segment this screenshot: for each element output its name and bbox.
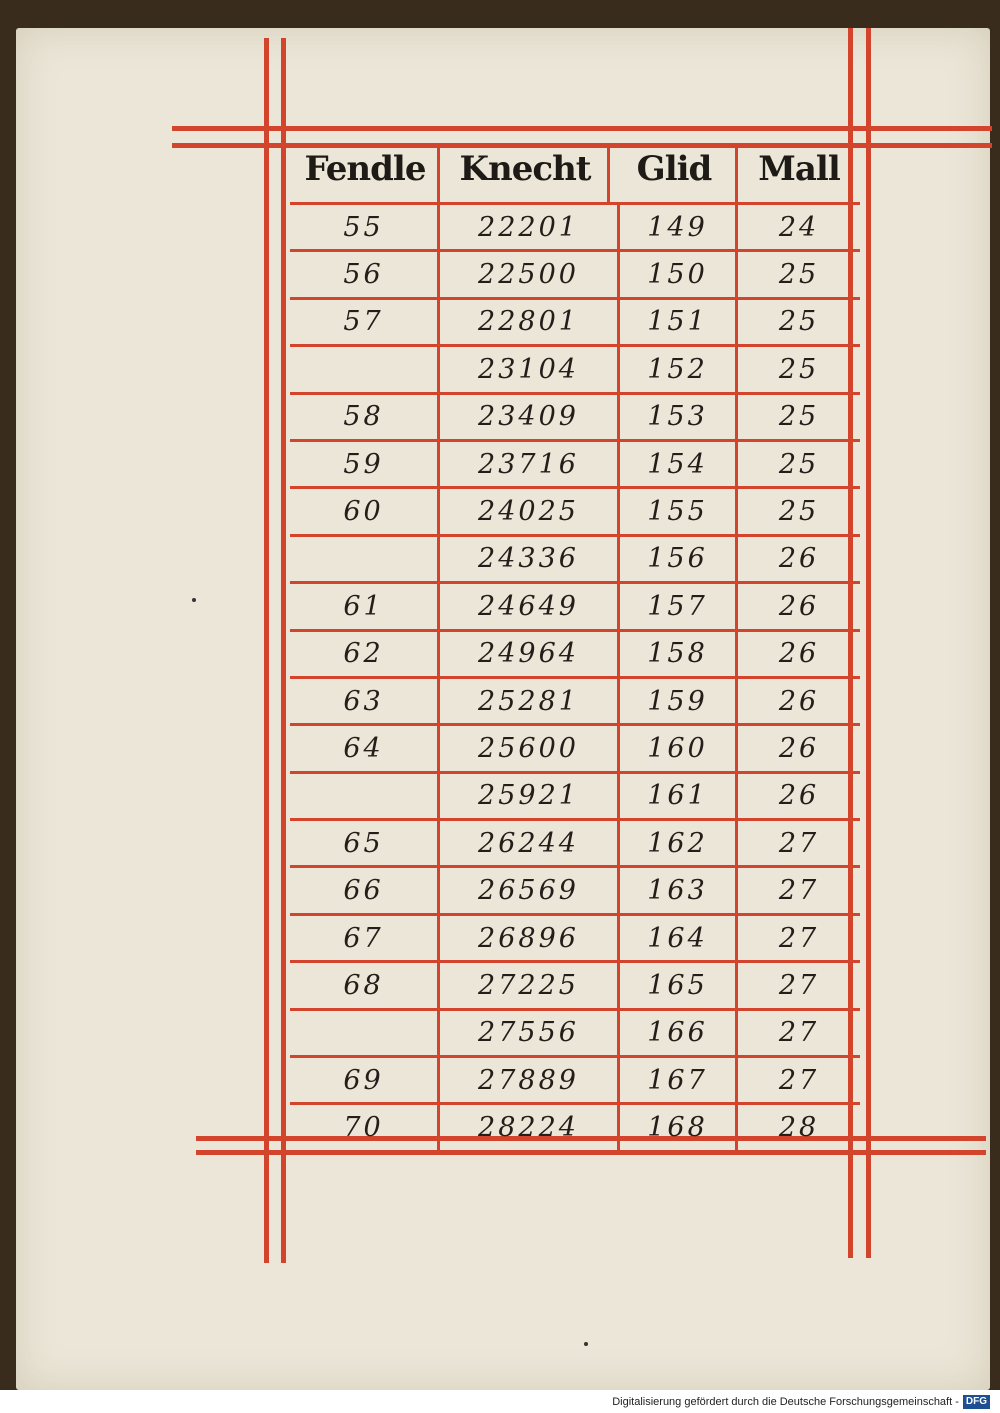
ink-speck xyxy=(192,598,196,602)
table-row xyxy=(290,395,860,442)
fendle-cell: 68 xyxy=(290,963,440,1007)
right-rule-inner xyxy=(866,28,871,1258)
fendle-cell: 69 xyxy=(290,1058,440,1102)
glid-cell: 161 xyxy=(620,774,738,818)
mall-cell: 27 xyxy=(778,875,820,907)
fendle-cell: 65 xyxy=(290,821,440,865)
glid-cell: 154 xyxy=(620,442,738,486)
mall-cell: 25 xyxy=(778,448,820,480)
knecht-cell: 24649 xyxy=(440,584,620,628)
knecht-cell: 24964 xyxy=(440,632,620,676)
mall-cell: 25 xyxy=(778,353,820,385)
knecht-cell: 25600 xyxy=(440,726,620,770)
mall-cell: 26 xyxy=(778,590,820,622)
glid-cell: 149 xyxy=(620,205,738,249)
fendle-cell xyxy=(290,774,440,818)
knecht-cell: 27225 xyxy=(440,963,620,1007)
table-row xyxy=(290,963,860,1010)
mall-cell: 27 xyxy=(778,922,820,954)
mall-cell: 25 xyxy=(778,401,820,433)
mall-cell: 28 xyxy=(778,1112,820,1144)
glid-cell: 158 xyxy=(620,632,738,676)
mall-cell: 25 xyxy=(778,259,820,291)
knecht-cell: 22201 xyxy=(440,205,620,249)
glid-cell: 168 xyxy=(620,1105,738,1149)
header-fendle: Fendle xyxy=(304,149,426,189)
table-row xyxy=(290,1058,860,1105)
knecht-cell: 22500 xyxy=(440,252,620,296)
fendle-cell: 61 xyxy=(290,584,440,628)
glid-cell: 153 xyxy=(620,395,738,439)
table-row xyxy=(290,1105,860,1152)
fendle-cell: 63 xyxy=(290,679,440,723)
mall-cell: 25 xyxy=(778,306,820,338)
header-mall: Mall xyxy=(758,149,840,189)
table-row xyxy=(290,489,860,536)
table-row xyxy=(290,584,860,631)
footer-text: Digitalisierung gefördert durch die Deutsche Forschungsgemeinschaft - xyxy=(612,1395,959,1408)
glid-cell: 151 xyxy=(620,300,738,344)
fendle-cell: 67 xyxy=(290,916,440,960)
table-row xyxy=(290,916,860,963)
knecht-cell: 25281 xyxy=(440,679,620,723)
mall-cell: 24 xyxy=(778,211,820,243)
knecht-cell: 25921 xyxy=(440,774,620,818)
table-row xyxy=(290,300,860,347)
knecht-cell: 24336 xyxy=(440,537,620,581)
mall-cell: 27 xyxy=(778,969,820,1001)
glid-cell: 157 xyxy=(620,584,738,628)
knecht-cell: 22801 xyxy=(440,300,620,344)
fendle-cell: 60 xyxy=(290,489,440,533)
knecht-cell: 23104 xyxy=(440,347,620,391)
mall-cell: 26 xyxy=(778,638,820,670)
mall-cell: 27 xyxy=(778,827,820,859)
knecht-cell: 27889 xyxy=(440,1058,620,1102)
table-row xyxy=(290,774,860,821)
knecht-cell: 26244 xyxy=(440,821,620,865)
glid-cell: 152 xyxy=(620,347,738,391)
fendle-cell xyxy=(290,1011,440,1055)
fendle-cell: 56 xyxy=(290,252,440,296)
table-row xyxy=(290,205,860,252)
glid-cell: 156 xyxy=(620,537,738,581)
mall-cell: 27 xyxy=(778,1017,820,1049)
fendle-cell: 58 xyxy=(290,395,440,439)
table-row xyxy=(290,726,860,773)
header-glid: Glid xyxy=(636,149,712,189)
knecht-cell: 27556 xyxy=(440,1011,620,1055)
glid-cell: 164 xyxy=(620,916,738,960)
glid-cell: 150 xyxy=(620,252,738,296)
table-row xyxy=(290,537,860,584)
number-table xyxy=(290,202,860,1153)
knecht-cell: 24025 xyxy=(440,489,620,533)
knecht-cell: 23409 xyxy=(440,395,620,439)
glid-cell: 162 xyxy=(620,821,738,865)
fendle-cell: 55 xyxy=(290,205,440,249)
mall-cell: 26 xyxy=(778,732,820,764)
fendle-cell: 62 xyxy=(290,632,440,676)
glid-cell: 166 xyxy=(620,1011,738,1055)
table-row xyxy=(290,252,860,299)
table-row xyxy=(290,868,860,915)
knecht-cell: 26569 xyxy=(440,868,620,912)
fendle-cell: 57 xyxy=(290,300,440,344)
glid-cell: 165 xyxy=(620,963,738,1007)
table-row xyxy=(290,442,860,489)
fendle-cell xyxy=(290,537,440,581)
knecht-cell: 26896 xyxy=(440,916,620,960)
left-rule-outer xyxy=(264,38,269,1263)
knecht-cell: 28224 xyxy=(440,1105,620,1149)
digitization-footer xyxy=(0,1390,1000,1413)
glid-cell: 159 xyxy=(620,679,738,723)
mall-cell: 26 xyxy=(778,780,820,812)
ink-speck xyxy=(584,1342,588,1346)
glid-cell: 167 xyxy=(620,1058,738,1102)
table-row xyxy=(290,632,860,679)
fendle-cell: 66 xyxy=(290,868,440,912)
left-rule-inner xyxy=(281,38,286,1263)
table-row xyxy=(290,821,860,868)
mall-cell: 26 xyxy=(778,685,820,717)
table-row xyxy=(290,1011,860,1058)
glid-cell: 160 xyxy=(620,726,738,770)
header-knecht: Knecht xyxy=(459,149,591,189)
glid-cell: 155 xyxy=(620,489,738,533)
table-row xyxy=(290,347,860,394)
mall-cell: 26 xyxy=(778,543,820,575)
knecht-cell: 23716 xyxy=(440,442,620,486)
fendle-cell xyxy=(290,347,440,391)
fendle-cell: 64 xyxy=(290,726,440,770)
fendle-cell: 59 xyxy=(290,442,440,486)
dfg-logo: DFG xyxy=(963,1395,990,1409)
table-row xyxy=(290,679,860,726)
fendle-cell: 70 xyxy=(290,1105,440,1149)
mall-cell: 25 xyxy=(778,496,820,528)
mall-cell: 27 xyxy=(778,1064,820,1096)
glid-cell: 163 xyxy=(620,868,738,912)
